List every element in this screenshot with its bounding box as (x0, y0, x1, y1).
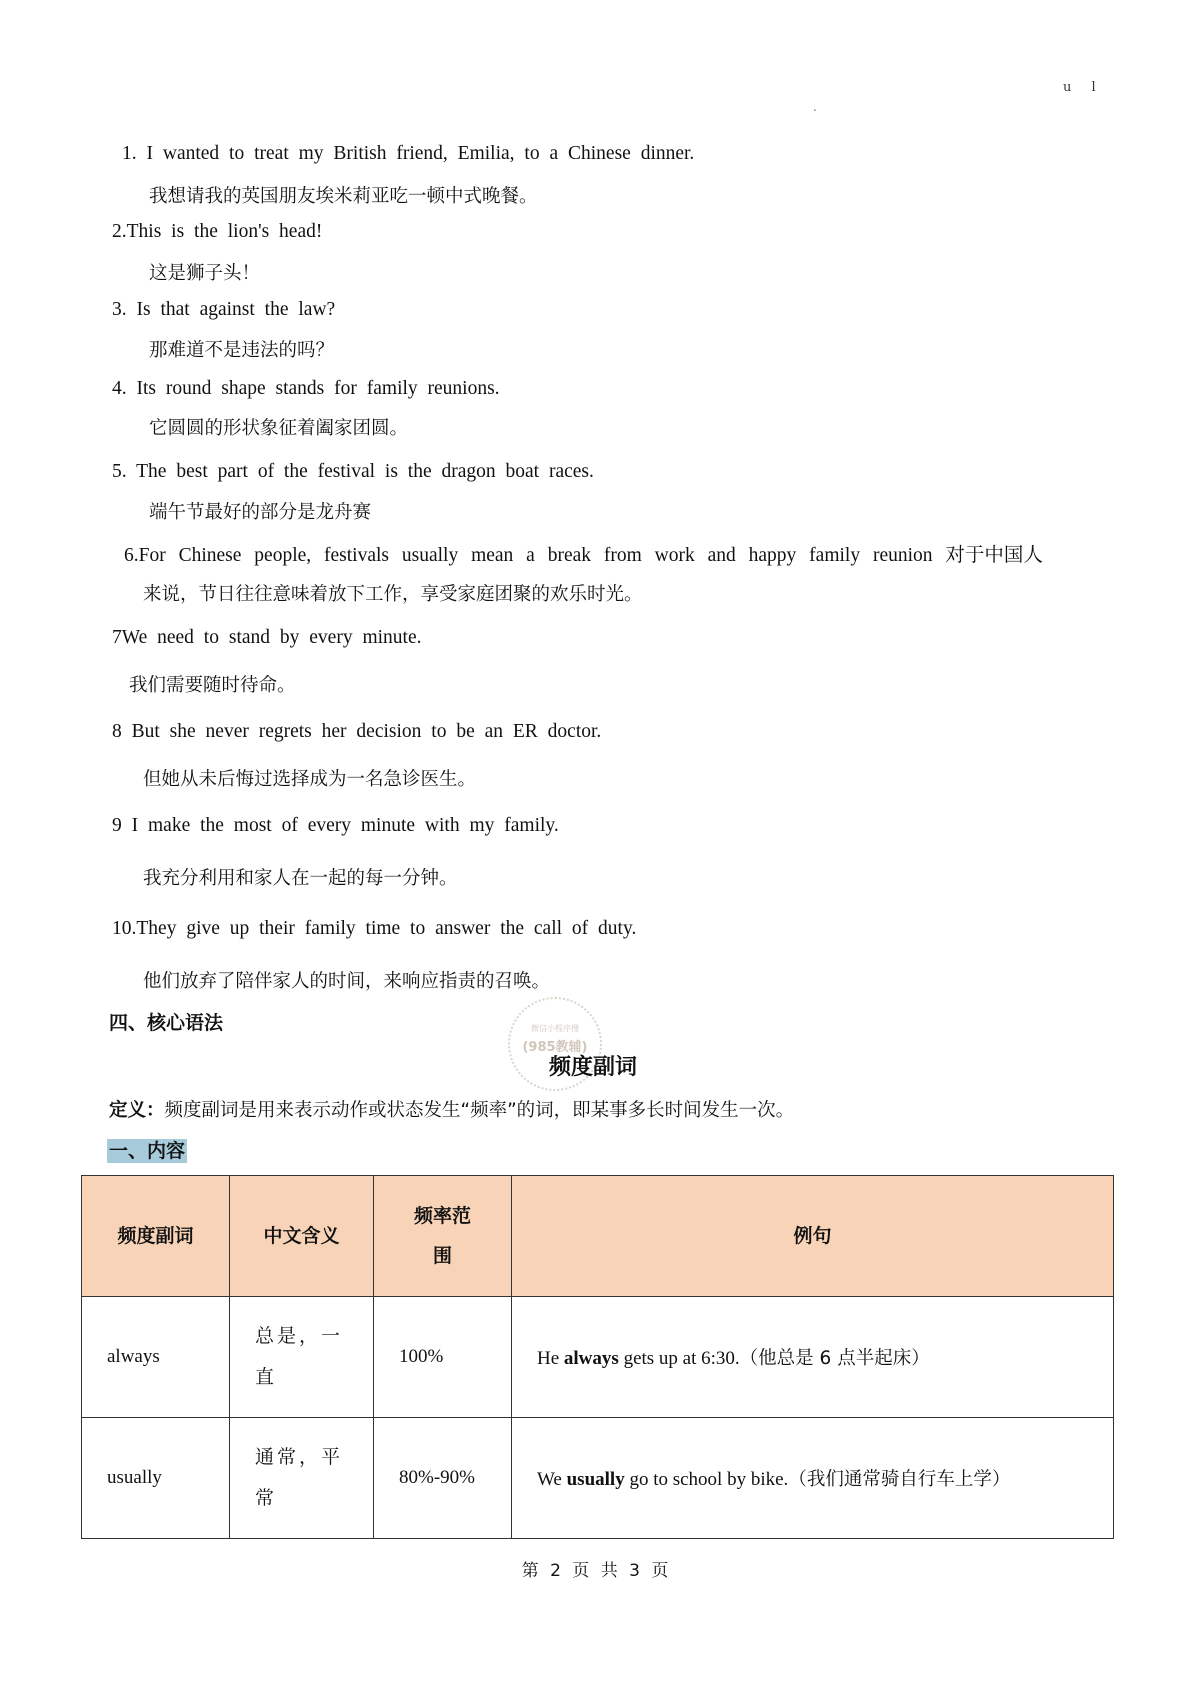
page-footer: 第 2 页 共 3 页 (521, 1561, 669, 1581)
cell-meaning: 总是，一直 (230, 1297, 374, 1418)
frequency-adverb-table (81, 1175, 1114, 1539)
sentence-zh: 我想请我的英国朋友埃米莉亚吃一顿中式晚餐。 (149, 186, 538, 207)
corner-mark: u l (1063, 80, 1104, 95)
sentence-zh: 那难道不是违法的吗？ (149, 340, 335, 361)
cell-meaning: 通常，平常 (230, 1418, 374, 1539)
sentence-zh: 但她从未后悔过选择成为一名急诊医生。 (143, 769, 477, 790)
subsection-highlight: 一、内容 (109, 1140, 186, 1162)
cell-adverb: always (82, 1297, 230, 1418)
example-adverb: always (563, 1348, 619, 1369)
example-adverb: usually (566, 1469, 625, 1490)
sentence-zh: 来说，节日往往意味着放下工作，享受家庭团聚的欢乐时光。 (143, 584, 643, 605)
header-adverb: 频度副词 (82, 1176, 230, 1297)
sentence-zh: 我充分利用和家人在一起的每一分钟。 (143, 868, 458, 889)
watermark-line1: 微信小程序搜 (531, 1024, 579, 1033)
definition (109, 1096, 794, 1122)
sentence-en: 5. The best part of the festival is the dragon boat races. (112, 461, 594, 482)
sentence-en: 7We need to stand by every minute. (112, 627, 422, 648)
cell-adverb: usually (82, 1418, 230, 1539)
header-example: 例句 (512, 1176, 1114, 1297)
definition-text: 频度副词是用来表示动作或状态发生“频率”的词，即某事多长时间发生一次。 (164, 1100, 795, 1121)
sentence-en: 2.This is the lion's head! (112, 221, 323, 242)
sentence-en: 6.For Chinese people, festivals usually mean a break from work and happy family reunion 对于中国人 (124, 545, 1043, 566)
watermark-line2: (985教辅) (522, 1040, 588, 1055)
section-title: 四、核心语法 (109, 1012, 224, 1034)
sentence-zh: 这是狮子头！ (149, 263, 261, 284)
topic-title: 频度副词 (549, 1055, 638, 1080)
sentence-zh: 它圆圆的形状象征着阖家团圆。 (149, 418, 409, 439)
sentence-en: 8 But she never regrets her decision to be an ER doctor. (112, 721, 602, 742)
sentence-en: 3. Is that against the law? (112, 299, 336, 320)
cell-range: 100% (374, 1297, 512, 1418)
header-range: 频率范围 (374, 1176, 512, 1297)
table-header-row (82, 1176, 1114, 1297)
sentence-en: 10.They give up their family time to answer the call of duty. (112, 918, 637, 939)
cell-example: He always gets up at 6:30.（他总是 6 点半起床） (512, 1297, 1114, 1418)
dot-mark: . (813, 100, 817, 114)
table-row (82, 1297, 1114, 1418)
definition-label: 定义： (109, 1100, 165, 1121)
table-row (82, 1418, 1114, 1539)
sentence-zh: 我们需要随时待命。 (129, 675, 296, 696)
sentence-en: 1. I wanted to treat my British friend, Emilia, to a Chinese dinner. (122, 143, 695, 164)
sentence-zh: 他们放弃了陪伴家人的时间，来响应指责的召唤。 (143, 971, 551, 992)
example-translation: （我们通常骑自行车上学） (788, 1469, 1011, 1490)
sentence-zh: 端午节最好的部分是龙舟赛 (149, 502, 372, 523)
header-meaning: 中文含义 (230, 1176, 374, 1297)
subsection-title (107, 1136, 187, 1163)
cell-example: We usually go to school by bike.（我们通常骑自行车上学） (512, 1418, 1114, 1539)
cell-range: 80%-90% (374, 1418, 512, 1539)
sentence-en: 9 I make the most of every minute with my family. (112, 815, 559, 836)
example-translation: （他总是 6 点半起床） (739, 1348, 930, 1369)
sentence-en: 4. Its round shape stands for family reunions. (112, 378, 500, 399)
